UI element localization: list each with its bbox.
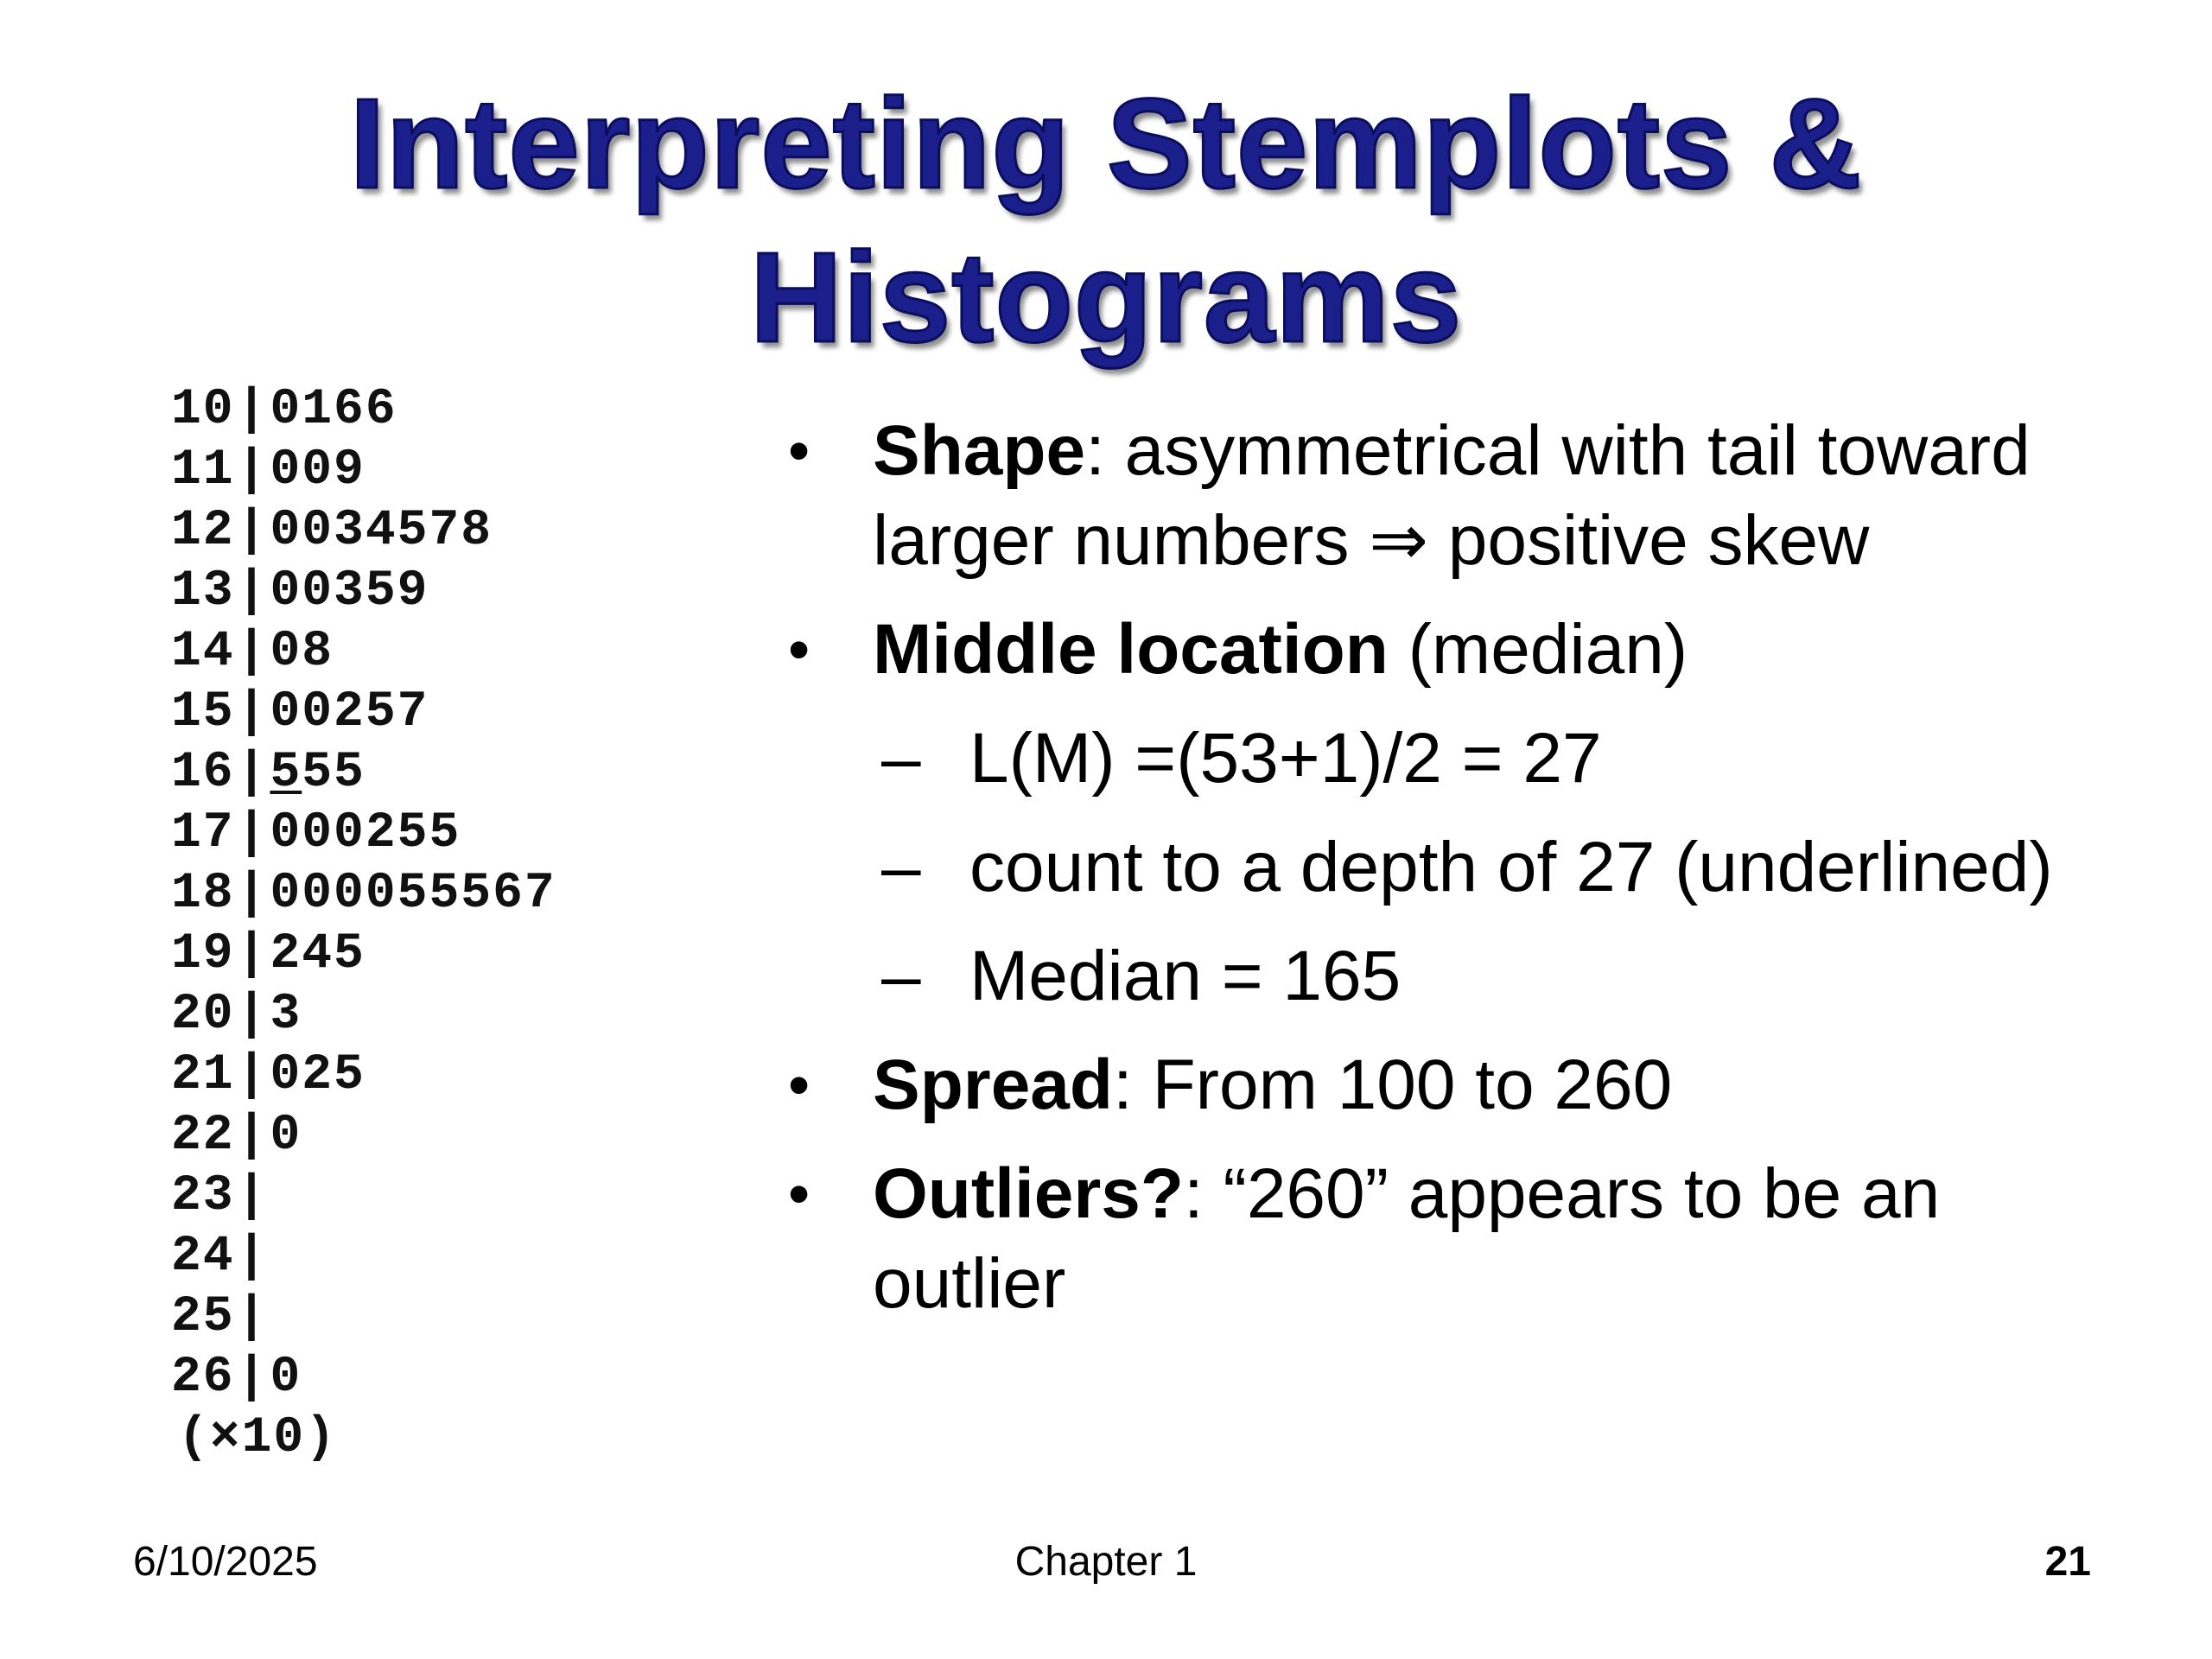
bullet-icon: • [788, 1051, 810, 1120]
footer-chapter: Chapter 1 [1014, 1539, 1198, 1585]
bullet-icon: • [788, 615, 810, 684]
leaves: 245 [270, 926, 365, 982]
bullet-label: Shape [873, 411, 1086, 490]
stem-row [171, 1046, 655, 1106]
stem-separator: | [236, 563, 269, 620]
stemplot [171, 380, 655, 1469]
title-line-1: Interpreting Stemplots & [349, 73, 1863, 215]
stem: 10 [171, 382, 235, 438]
stem: 22 [171, 1108, 235, 1164]
leaves: 0 [270, 1108, 302, 1164]
dash-icon: – [881, 719, 921, 798]
bullet-shape [778, 406, 2126, 586]
title-line-2: Histograms [749, 226, 1463, 369]
bullet-icon: • [788, 1160, 810, 1229]
stem: 17 [171, 805, 235, 861]
stem-row [171, 562, 655, 622]
stem-row [171, 925, 655, 985]
stem-row [171, 501, 655, 562]
leaves: 0 [270, 1350, 302, 1406]
leaves: 0166 [270, 382, 397, 438]
stem-row [171, 683, 655, 743]
leaves: 3 [270, 987, 302, 1043]
stem-separator: | [236, 1289, 269, 1345]
bullet-text: (median) [1388, 610, 1688, 689]
bullet-text: : From 100 to 260 [1113, 1046, 1673, 1124]
stem-separator: | [236, 745, 269, 801]
stem: 15 [171, 684, 235, 741]
stem-separator: | [236, 987, 269, 1043]
stem-row-median [171, 743, 655, 804]
stem-row [171, 1166, 655, 1227]
stem-row [171, 1106, 655, 1166]
bullet-middle-location [778, 605, 2126, 695]
sub-bullet-count-depth [778, 823, 2126, 912]
median-leaf: 5 [270, 745, 302, 801]
leaves: 000255 [270, 805, 461, 861]
footer-date: 6/10/2025 [133, 1539, 318, 1585]
stem-separator: | [236, 926, 269, 982]
leaves: 00359 [270, 563, 429, 620]
dash-icon: – [881, 828, 921, 906]
leaves: 000055567 [270, 866, 556, 922]
dash-icon: – [881, 937, 921, 1015]
stem: 18 [171, 866, 235, 922]
stem-separator: | [236, 1229, 269, 1285]
stem: 20 [171, 987, 235, 1043]
stem: 16 [171, 745, 235, 801]
sub-bullet-depth-formula [778, 714, 2126, 804]
stem-separator: | [236, 1350, 269, 1406]
stem-row [171, 380, 655, 441]
stem-separator: | [236, 805, 269, 861]
bullet-label: Middle location [873, 610, 1389, 689]
bullet-label: Outliers? [873, 1154, 1184, 1233]
leaves: 00257 [270, 684, 429, 741]
slide-title [0, 67, 2212, 375]
stem: 13 [171, 563, 235, 620]
leaves: 0034578 [270, 503, 493, 559]
stem: 24 [171, 1229, 235, 1285]
leaves: 009 [270, 442, 365, 499]
sub-bullet-text: count to a depth of 27 (underlined) [969, 828, 2053, 906]
stem-separator: | [236, 624, 269, 680]
stem-separator: | [236, 442, 269, 499]
stem-row [171, 804, 655, 864]
stem-row [171, 622, 655, 683]
bullet-spread [778, 1040, 2126, 1130]
stem: 14 [171, 624, 235, 680]
stem: 25 [171, 1289, 235, 1345]
sub-bullet-median [778, 931, 2126, 1021]
stem-row [171, 985, 655, 1046]
bullet-icon: • [788, 416, 810, 486]
bullet-label: Spread [873, 1046, 1113, 1124]
leaves: 55 [302, 745, 365, 801]
stem-row [171, 1348, 655, 1408]
leaves: 08 [270, 624, 334, 680]
stem: 19 [171, 926, 235, 982]
stem-row [171, 441, 655, 501]
stem-separator: | [236, 1168, 269, 1224]
stem-row [171, 1287, 655, 1348]
stem-separator: | [236, 382, 269, 438]
stem-separator: | [236, 1047, 269, 1103]
stem: 23 [171, 1168, 235, 1224]
stem-separator: | [236, 503, 269, 559]
bullet-text: : “260” appears to be an outlier [873, 1154, 1941, 1323]
stem-separator: | [236, 684, 269, 741]
bullet-list [778, 406, 2126, 1348]
stem: 12 [171, 503, 235, 559]
stem: 21 [171, 1047, 235, 1103]
bullet-text: : asymmetrical with tail toward larger numbers ⇒ positive skew [873, 411, 2031, 580]
sub-bullet-text: L(M) =(53+1)/2 = 27 [969, 719, 1602, 798]
stem: 11 [171, 442, 235, 499]
stem: 26 [171, 1350, 235, 1406]
stem-row [171, 864, 655, 925]
sub-bullet-text: Median = 165 [969, 937, 1402, 1015]
stem-row [171, 1227, 655, 1287]
bullet-outliers [778, 1149, 2126, 1329]
stemplot-scale: (×10) [178, 1410, 338, 1466]
leaves: 025 [270, 1047, 365, 1103]
stem-separator: | [236, 1108, 269, 1164]
stem-separator: | [236, 866, 269, 922]
footer-page-number: 21 [2044, 1539, 2091, 1585]
